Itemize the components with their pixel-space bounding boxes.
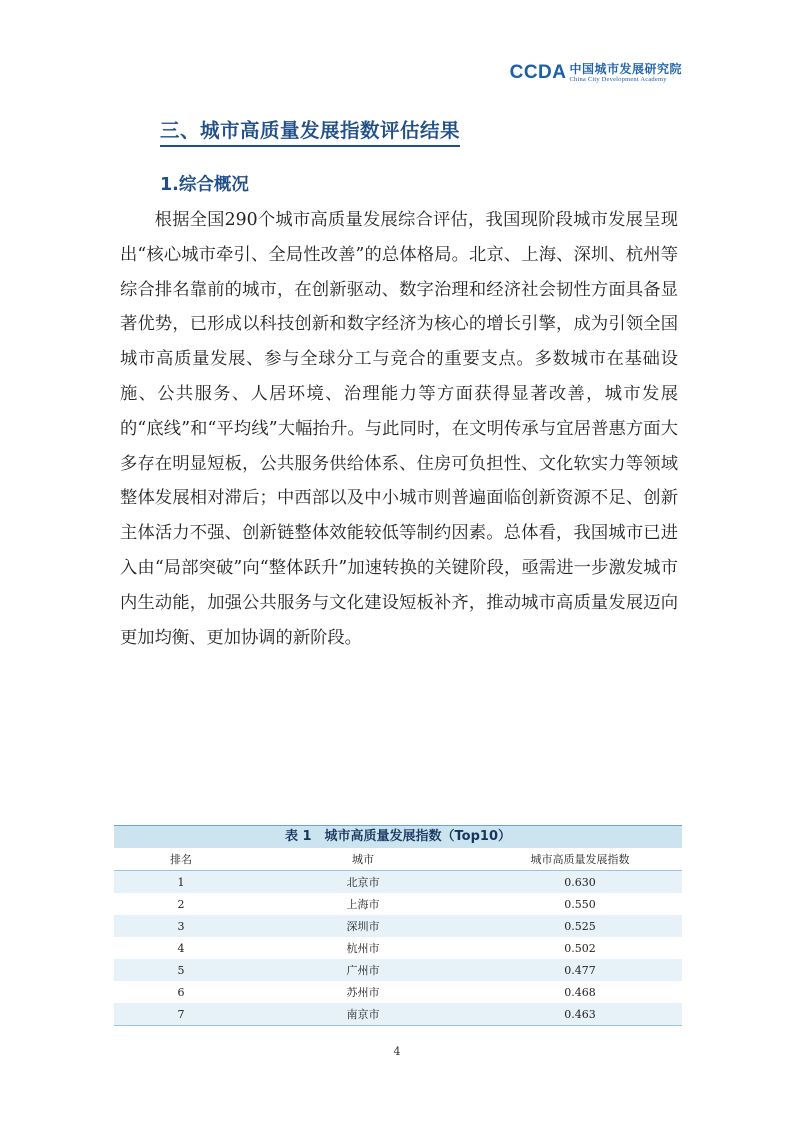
rank-cell: 7	[114, 1003, 248, 1026]
ccda-logo-mark: CCDA	[509, 62, 567, 83]
index-cell: 0.502	[564, 941, 596, 955]
column-header-index: 城市高质量发展指数	[478, 848, 682, 871]
rank-cell: 1	[114, 871, 248, 894]
table-row	[114, 959, 682, 981]
rank-cell: 5	[114, 959, 248, 981]
top10-index-table	[114, 825, 682, 1026]
rank-cell: 3	[114, 915, 248, 937]
index-cell: 0.630	[478, 871, 682, 894]
table-row	[114, 937, 682, 959]
table-row	[114, 871, 682, 894]
logo-english-name: China City Development Academy	[569, 75, 667, 83]
column-header-rank: 排名	[114, 848, 248, 871]
city-cell: 北京市	[248, 871, 478, 894]
table-row	[114, 915, 682, 937]
table-row	[114, 893, 682, 915]
section-title: 三、城市高质量发展指数评估结果	[160, 115, 460, 147]
table-caption: 表 1 城市高质量发展指数（Top10）	[114, 825, 682, 848]
rank-cell: 6	[177, 985, 185, 999]
rank-cell: 4	[177, 941, 185, 955]
city-cell: 苏州市	[346, 986, 380, 999]
header-logo	[510, 62, 682, 84]
city-cell: 上海市	[346, 898, 380, 911]
page-number: 4	[393, 1045, 401, 1058]
index-cell: 0.477	[478, 959, 682, 981]
subsection-title: 1.综合概况	[160, 175, 249, 195]
city-cell: 深圳市	[248, 915, 478, 937]
table-row	[114, 1003, 682, 1026]
index-cell: 0.525	[478, 915, 682, 937]
logo-text-block	[569, 63, 682, 84]
logo-chinese-name: 中国城市发展研究院	[569, 61, 682, 76]
index-cell: 0.463	[478, 1003, 682, 1026]
city-cell: 南京市	[248, 1003, 478, 1026]
index-cell: 0.550	[564, 897, 596, 911]
column-header-city: 城市	[248, 848, 478, 871]
table-row	[114, 981, 682, 1003]
city-cell: 杭州市	[346, 942, 380, 955]
body-paragraph: 根据全国290个城市高质量发展综合评估，我国现阶段城市发展呈现出“核心城市牵引、全局性改善”的总体格局。北京、上海、深圳、杭州等综合排名靠前的城市，在创新驱动、数字治理和经济社会韧性方面具备显著优势，已形成以科技创新和数字经济为核心的增长引擎，成为引领全国城市高质量发展、参与全球分工与竞合的重要支点。多数城市在基础设施、公共服务、人居环境、治理能力等方面获得显著改善，城市发展的“底线”和“平均线”大幅抬升。与此同时，在文明传承与宜居普惠方面大多存在明显短板，公共服务供给体系、住房可负担性、文化软实力等领域整体发展相对滞后；中西部以及中小城市则普遍面临创新资源不足、创新主体活力不强、创新链整体效能较低等制约因素。总体看，我国城市已进入由“局部突破”向“整体跃升”加速转换的关键阶段，亟需进一步激发城市内生动能，加强公共服务与文化建设短板补齐，推动城市高质量发展迈向更加均衡、更加协调的新阶段。	[120, 210, 678, 648]
table-header-row	[114, 848, 682, 871]
city-cell: 广州市	[248, 959, 478, 981]
rank-cell: 2	[177, 897, 185, 911]
index-cell: 0.468	[564, 985, 596, 999]
